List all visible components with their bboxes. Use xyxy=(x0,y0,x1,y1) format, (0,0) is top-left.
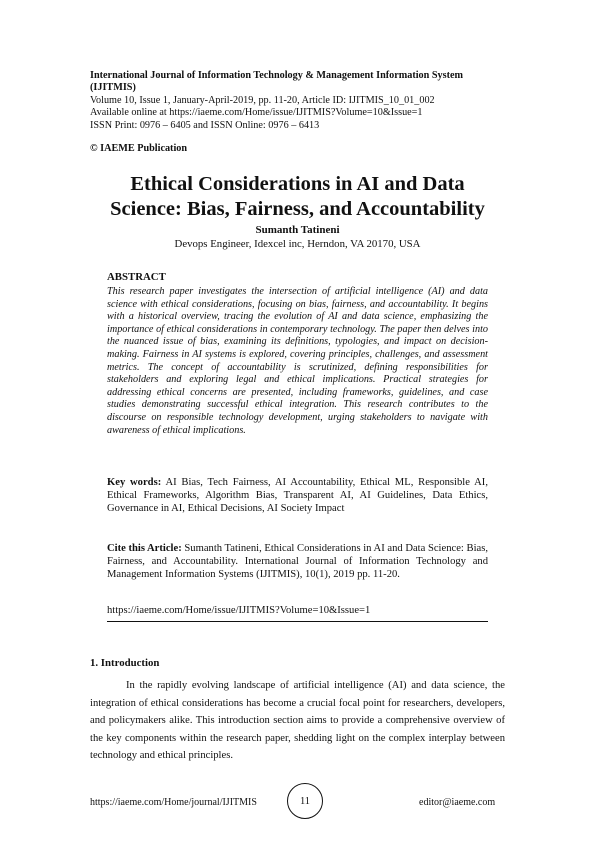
journal-header xyxy=(90,70,510,132)
citation-text: Sumanth Tatineni, Ethical Considerations in AI and Data Science: Bias, Fairness, and Accountability. International Journal of Information Technology and Management Information Systems (IJITMIS), 10(1), 2019 pp. 11-20. xyxy=(107,543,488,580)
author-name: Sumanth Tatineni xyxy=(255,224,340,236)
keywords-label: Key words: xyxy=(107,477,162,488)
issn-line: ISSN Print: 0976 – 6405 and ISSN Online: 0976 – 6413 xyxy=(90,119,320,131)
footer-email[interactable]: editor@iaeme.com xyxy=(419,797,496,808)
citation xyxy=(107,542,488,581)
title-line-2: Science: Bias, Fairness, and Accountability xyxy=(110,198,485,220)
introduction-paragraph: In the rapidly evolving landscape of artificial intelligence (AI) and data science, the integration of ethical considerations has become a crucial focal point for researchers, developers, and policymakers alike. This introduction section aims to provide a comprehensive overview of the key components within the research paper, shedding light on the complex interplay between technology and ethical principles. xyxy=(90,680,505,762)
abstract-text: This research paper investigates the intersection of artificial intelligence (AI) and data science with ethical considerations, focusing on bias, fairness, and accountability. It begins with a historical overview, tracing the evolution of AI and data science, emphasizing the importance of ethical considerations in contemporary technology. The paper then delves into the nuanced issue of bias, examining its definitions, typologies, and impact on decision-making. Fairness in AI systems is explored, covering principles, challenges, and assessment metrics. The concept of accountability is scrutinized, defining responsibilities for stakeholders and exploring legal and ethical implications. Practical strategies for addressing ethical concerns are presented, including frameworks, guidelines, and case studies demonstrating successful ethical integration. This research contributes to the discourse on responsible technology development, urging stakeholders to navigate with awareness of ethical implications. xyxy=(107,286,488,436)
divider xyxy=(107,621,488,622)
author-affiliation: Devops Engineer, Idexcel inc, Herndon, VA 20170, USA xyxy=(174,238,421,250)
page-number: 11 xyxy=(287,783,323,819)
article-link[interactable]: https://iaeme.com/Home/issue/IJITMIS?Volume=10&Issue=1 xyxy=(107,605,371,616)
section-heading: 1. Introduction xyxy=(90,657,160,669)
publisher: © IAEME Publication xyxy=(90,143,188,154)
paper-title xyxy=(90,172,505,222)
citation-label: Cite this Article: xyxy=(107,543,182,554)
abstract-heading: ABSTRACT xyxy=(107,271,166,283)
available-line: Available online at https://iaeme.com/Home/issue/IJITMIS?Volume=10&Issue=1 xyxy=(90,107,423,119)
journal-name: International Journal of Information Technology & Management Information System (IJITMIS) xyxy=(90,70,463,94)
volume-line: Volume 10, Issue 1, January-April-2019, pp. 11-20, Article ID: IJITMIS_10_01_002 xyxy=(90,94,435,106)
footer-journal-link[interactable]: https://iaeme.com/Home/journal/IJITMIS xyxy=(90,797,257,808)
keywords xyxy=(107,476,488,515)
title-line-1: Ethical Considerations in AI and Data xyxy=(130,173,465,195)
keywords-text: AI Bias, Tech Fairness, AI Accountability, Ethical ML, Responsible AI, Ethical Frameworks, Algorithm Bias, Transparent AI, AI Guidelines, Data Ethics, Governance in AI, Ethical Decisions, AI Society Impact xyxy=(107,477,488,514)
introduction-body xyxy=(90,677,505,765)
